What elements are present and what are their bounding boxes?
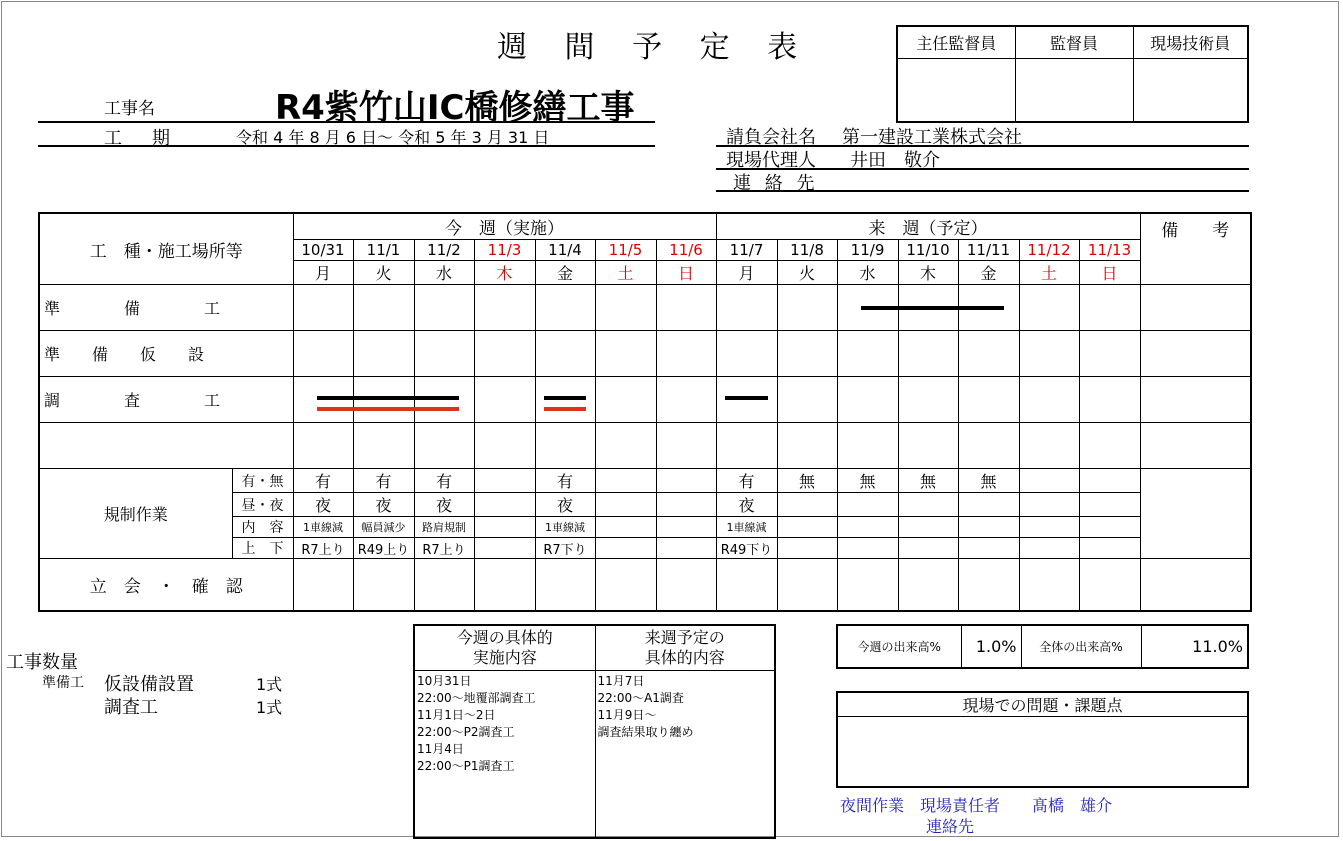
regulation-presence-cell[interactable]: 有 xyxy=(293,469,353,493)
schedule-cell[interactable] xyxy=(595,331,656,377)
quantities-title: 工事数量 xyxy=(6,652,78,673)
schedule-cell[interactable] xyxy=(595,559,656,611)
quantity-item-qty: 1式 xyxy=(256,698,283,717)
remarks-cell[interactable] xyxy=(1140,377,1251,423)
date-cell: 11/11 xyxy=(958,240,1019,261)
next-week-header: 来 週（予定） xyxy=(716,213,1140,240)
weekday-cell: 土 xyxy=(1019,261,1079,285)
date-cell: 11/8 xyxy=(777,240,837,261)
project-name-label: 工事名 xyxy=(104,99,155,119)
schedule-cell[interactable] xyxy=(1079,285,1140,331)
regulation-sub-content: 内 容 xyxy=(232,517,293,538)
next-week-details xyxy=(595,670,775,838)
schedule-cell[interactable] xyxy=(414,285,474,331)
this-week-details xyxy=(414,670,595,838)
schedule-cell[interactable] xyxy=(716,377,777,423)
schedule-cell[interactable] xyxy=(535,423,595,469)
regulation-direction-cell[interactable] xyxy=(474,538,535,559)
regulation-direction-cell[interactable]: R7上り xyxy=(293,538,353,559)
schedule-cell[interactable] xyxy=(535,377,595,423)
regulation-direction-cell[interactable]: R49上り xyxy=(353,538,414,559)
schedule-cell[interactable] xyxy=(837,423,898,469)
weekday-cell: 水 xyxy=(414,261,474,285)
regulation-presence-cell[interactable]: 有 xyxy=(353,469,414,493)
regulation-presence-cell[interactable]: 無 xyxy=(958,469,1019,493)
category-header: 工 種・施工場所等 xyxy=(39,213,293,285)
date-cell: 11/1 xyxy=(353,240,414,261)
header-line: 実施内容 xyxy=(472,647,537,667)
details-table xyxy=(413,624,776,839)
regulation-daynight-cell[interactable] xyxy=(1019,493,1079,517)
regulation-daynight-cell[interactable] xyxy=(656,493,716,517)
schedule-cell[interactable] xyxy=(1019,423,1079,469)
weekday-cell: 日 xyxy=(1079,261,1140,285)
schedule-cell[interactable] xyxy=(716,559,777,611)
date-cell: 11/3 xyxy=(474,240,535,261)
regulation-presence-cell[interactable]: 有 xyxy=(716,469,777,493)
regulation-presence-cell[interactable] xyxy=(595,469,656,493)
this-week-details-header xyxy=(414,625,595,670)
divider xyxy=(38,145,655,147)
regulation-presence-cell[interactable]: 無 xyxy=(898,469,958,493)
regulation-content-cell[interactable]: 幅員減少 xyxy=(353,517,414,538)
night-work-label: 夜間作業 現場責任者 xyxy=(840,796,1001,815)
date-cell: 11/2 xyxy=(414,240,474,261)
row-label-blank xyxy=(39,423,293,469)
schedule-cell[interactable] xyxy=(474,331,535,377)
schedule-cell[interactable] xyxy=(293,423,353,469)
detail-line: 10月31日 xyxy=(417,673,472,688)
quantity-item-name: 仮設備設置 xyxy=(104,674,194,695)
regulation-content-cell[interactable] xyxy=(837,517,898,538)
company-label: 請負会社名 xyxy=(726,127,816,148)
header-line: 具体的内容 xyxy=(644,647,725,667)
regulation-presence-cell[interactable] xyxy=(1079,469,1140,493)
schedule-cell[interactable] xyxy=(1079,377,1140,423)
schedule-cell[interactable] xyxy=(837,377,898,423)
agent-label: 現場代理人 xyxy=(726,150,816,171)
date-cell: 11/10 xyxy=(898,240,958,261)
issues-header: 現場での問題・課題点 xyxy=(837,692,1248,717)
schedule-cell[interactable] xyxy=(777,377,837,423)
schedule-cell[interactable] xyxy=(293,559,353,611)
regulation-presence-cell[interactable] xyxy=(656,469,716,493)
remarks-cell[interactable] xyxy=(1140,331,1251,377)
schedule-cell[interactable] xyxy=(958,331,1019,377)
approval-stamp-cell[interactable] xyxy=(897,58,1015,122)
approval-header-supervisor: 監督員 xyxy=(1015,26,1133,58)
weekday-cell: 水 xyxy=(837,261,898,285)
schedule-cell[interactable] xyxy=(1079,331,1140,377)
date-cell: 11/6 xyxy=(656,240,716,261)
schedule-cell[interactable] xyxy=(837,285,898,331)
regulation-direction-cell[interactable] xyxy=(777,538,837,559)
regulation-daynight-cell[interactable] xyxy=(777,493,837,517)
regulation-daynight-cell[interactable]: 夜 xyxy=(414,493,474,517)
regulation-direction-cell[interactable] xyxy=(1019,538,1079,559)
schedule-cell[interactable] xyxy=(656,377,716,423)
regulation-daynight-cell[interactable]: 夜 xyxy=(716,493,777,517)
schedule-cell[interactable] xyxy=(1019,285,1079,331)
schedule-cell[interactable] xyxy=(1019,331,1079,377)
weekday-cell: 火 xyxy=(353,261,414,285)
schedule-cell[interactable] xyxy=(656,331,716,377)
weekday-cell: 金 xyxy=(958,261,1019,285)
week-progress-value: 1.0% xyxy=(961,625,1021,668)
schedule-table xyxy=(38,212,1252,612)
schedule-cell[interactable] xyxy=(898,559,958,611)
row-label-survey: 調 査 工 xyxy=(39,377,293,423)
approval-stamp-cell[interactable] xyxy=(1133,58,1248,122)
regulation-sub-direction: 上 下 xyxy=(232,538,293,559)
date-cell: 11/5 xyxy=(595,240,656,261)
regulation-presence-cell[interactable] xyxy=(1019,469,1079,493)
schedule-cell[interactable] xyxy=(716,331,777,377)
issues-text[interactable] xyxy=(837,717,1248,788)
schedule-cell[interactable] xyxy=(898,423,958,469)
approval-table xyxy=(896,25,1249,123)
row-label-preparation: 準 備 工 xyxy=(39,285,293,331)
total-progress-label: 全体の出来高% xyxy=(1021,625,1141,668)
detail-line: 22:00～P2調査工 xyxy=(417,724,515,739)
regulation-sub-presence: 有・無 xyxy=(232,469,293,493)
schedule-cell[interactable] xyxy=(414,377,474,423)
schedule-cell[interactable] xyxy=(1079,559,1140,611)
witness-label: 立 会 ・ 確 認 xyxy=(39,559,293,611)
divider xyxy=(38,121,655,123)
regulation-direction-cell[interactable] xyxy=(837,538,898,559)
schedule-cell[interactable] xyxy=(656,285,716,331)
date-cell: 11/9 xyxy=(837,240,898,261)
schedule-cell[interactable] xyxy=(353,285,414,331)
regulation-content-cell[interactable]: 1車線減 xyxy=(293,517,353,538)
schedule-cell[interactable] xyxy=(837,559,898,611)
schedule-cell[interactable] xyxy=(595,285,656,331)
weekday-cell: 月 xyxy=(293,261,353,285)
weekday-cell: 金 xyxy=(535,261,595,285)
quantities-category: 準備工 xyxy=(42,675,84,691)
regulation-daynight-cell[interactable]: 夜 xyxy=(293,493,353,517)
date-cell: 11/13 xyxy=(1079,240,1140,261)
regulation-presence-cell[interactable] xyxy=(474,469,535,493)
regulation-direction-cell[interactable] xyxy=(1079,538,1140,559)
schedule-cell[interactable] xyxy=(474,377,535,423)
regulation-daynight-cell[interactable] xyxy=(595,493,656,517)
schedule-cell[interactable] xyxy=(595,377,656,423)
schedule-cell[interactable] xyxy=(958,423,1019,469)
weekday-cell: 木 xyxy=(474,261,535,285)
regulation-daynight-cell[interactable] xyxy=(474,493,535,517)
schedule-cell[interactable] xyxy=(353,559,414,611)
regulation-presence-cell[interactable]: 有 xyxy=(414,469,474,493)
quantity-item-qty: 1式 xyxy=(256,675,283,694)
schedule-cell[interactable] xyxy=(958,285,1019,331)
schedule-cell[interactable] xyxy=(958,377,1019,423)
regulation-content-cell[interactable] xyxy=(1079,517,1140,538)
schedule-cell[interactable] xyxy=(293,285,353,331)
detail-line: 調査結果取り纏め xyxy=(597,724,694,739)
regulation-direction-cell[interactable] xyxy=(656,538,716,559)
schedule-cell[interactable] xyxy=(474,423,535,469)
regulation-daynight-cell[interactable]: 夜 xyxy=(535,493,595,517)
regulation-content-cell[interactable]: 1車線減 xyxy=(716,517,777,538)
regulation-presence-cell[interactable]: 無 xyxy=(777,469,837,493)
schedule-cell[interactable] xyxy=(837,331,898,377)
regulation-daynight-cell[interactable] xyxy=(898,493,958,517)
schedule-cell[interactable] xyxy=(656,559,716,611)
regulation-sub-daynight: 昼・夜 xyxy=(232,493,293,517)
regulation-content-cell[interactable] xyxy=(1019,517,1079,538)
regulation-content-cell[interactable]: 路肩規制 xyxy=(414,517,474,538)
page-title: 週 間 予 定 表 xyxy=(497,30,812,65)
project-name: R4紫竹山IC橋修繕工事 xyxy=(275,88,635,128)
regulation-daynight-cell[interactable] xyxy=(837,493,898,517)
regulation-presence-cell[interactable]: 有 xyxy=(535,469,595,493)
schedule-cell[interactable] xyxy=(716,285,777,331)
regulation-direction-cell[interactable]: R7上り xyxy=(414,538,474,559)
schedule-cell[interactable] xyxy=(898,377,958,423)
detail-line: 11月7日 xyxy=(597,673,645,688)
regulation-content-cell[interactable] xyxy=(958,517,1019,538)
date-cell: 11/7 xyxy=(716,240,777,261)
divider xyxy=(716,190,1249,192)
remarks-cell[interactable] xyxy=(1140,423,1251,469)
schedule-cell[interactable] xyxy=(777,559,837,611)
schedule-cell[interactable] xyxy=(353,377,414,423)
remarks-header: 備 考 xyxy=(1140,213,1251,285)
schedule-cell[interactable] xyxy=(595,423,656,469)
night-work-contact-label: 連絡先 xyxy=(926,817,975,836)
schedule-cell[interactable] xyxy=(535,559,595,611)
progress-table xyxy=(836,624,1249,669)
quantity-item-name: 調査工 xyxy=(104,697,158,718)
remarks-cell[interactable] xyxy=(1140,559,1251,611)
row-label-temporary: 準 備 仮 設 xyxy=(39,331,293,377)
schedule-cell[interactable] xyxy=(1079,423,1140,469)
regulation-content-cell[interactable] xyxy=(777,517,837,538)
week-progress-label: 今週の出来高% xyxy=(837,625,961,668)
schedule-cell[interactable] xyxy=(777,331,837,377)
contact-label: 連 絡 先 xyxy=(733,173,819,194)
remarks-cell[interactable] xyxy=(1140,285,1251,331)
regulation-content-cell[interactable] xyxy=(656,517,716,538)
total-progress-value: 11.0% xyxy=(1141,625,1248,668)
detail-line: 22:00～地覆部調査工 xyxy=(417,690,536,705)
regulation-direction-cell[interactable]: R7下り xyxy=(535,538,595,559)
header-line: 来週予定の xyxy=(644,627,725,647)
regulation-daynight-cell[interactable] xyxy=(1079,493,1140,517)
schedule-cell[interactable] xyxy=(535,331,595,377)
header-line: 今週の具体的 xyxy=(456,627,553,647)
weekday-cell: 土 xyxy=(595,261,656,285)
regulation-content-cell[interactable]: 1車線減 xyxy=(535,517,595,538)
schedule-cell[interactable] xyxy=(958,559,1019,611)
schedule-cell[interactable] xyxy=(1019,559,1079,611)
schedule-cell[interactable] xyxy=(656,423,716,469)
weekday-cell: 月 xyxy=(716,261,777,285)
schedule-cell[interactable] xyxy=(414,423,474,469)
weekday-cell: 木 xyxy=(898,261,958,285)
schedule-cell[interactable] xyxy=(474,285,535,331)
schedule-cell[interactable] xyxy=(777,423,837,469)
detail-line: 11月1日～2日 xyxy=(417,707,496,722)
regulation-presence-cell[interactable]: 無 xyxy=(837,469,898,493)
regulation-direction-cell[interactable] xyxy=(958,538,1019,559)
regulation-direction-cell[interactable] xyxy=(898,538,958,559)
regulation-label: 規制作業 xyxy=(39,469,232,559)
approval-header-engineer: 現場技術員 xyxy=(1133,26,1248,58)
regulation-content-cell[interactable] xyxy=(595,517,656,538)
date-cell: 11/4 xyxy=(535,240,595,261)
regulation-daynight-cell[interactable]: 夜 xyxy=(353,493,414,517)
weekday-cell: 火 xyxy=(777,261,837,285)
detail-line: 11月9日～ xyxy=(597,707,657,722)
schedule-cell[interactable] xyxy=(353,423,414,469)
schedule-cell[interactable] xyxy=(898,285,958,331)
detail-line: 22:00～A1調査 xyxy=(597,690,684,705)
detail-line: 22:00～P1調査工 xyxy=(417,758,515,773)
approval-stamp-cell[interactable] xyxy=(1015,58,1133,122)
approval-header-chief: 主任監督員 xyxy=(897,26,1015,58)
regulation-direction-cell[interactable]: R49下り xyxy=(716,538,777,559)
schedule-cell[interactable] xyxy=(293,331,353,377)
schedule-cell[interactable] xyxy=(1019,377,1079,423)
regulation-content-cell[interactable] xyxy=(898,517,958,538)
schedule-cell[interactable] xyxy=(414,331,474,377)
schedule-cell[interactable] xyxy=(898,331,958,377)
company-name: 第一建設工業株式会社 xyxy=(842,127,1022,148)
project-period: 令和 4 年 8 月 6 日～ 令和 5 年 3 月 31 日 xyxy=(236,128,550,147)
regulation-direction-cell[interactable] xyxy=(595,538,656,559)
date-cell: 10/31 xyxy=(293,240,353,261)
weekday-cell: 日 xyxy=(656,261,716,285)
schedule-cell[interactable] xyxy=(777,285,837,331)
night-work-manager: 髙橋 雄介 xyxy=(1032,796,1113,815)
schedule-cell[interactable] xyxy=(474,559,535,611)
regulation-daynight-cell[interactable] xyxy=(958,493,1019,517)
issues-table xyxy=(836,691,1249,788)
schedule-cell[interactable] xyxy=(414,559,474,611)
date-cell: 11/12 xyxy=(1019,240,1079,261)
detail-line: 11月4日 xyxy=(417,741,464,756)
next-week-details-header xyxy=(595,625,775,670)
this-week-header: 今 週（実施） xyxy=(293,213,716,240)
schedule-cell[interactable] xyxy=(353,331,414,377)
schedule-cell[interactable] xyxy=(293,377,353,423)
period-label: 工 期 xyxy=(104,128,176,149)
agent-name: 井田 敬介 xyxy=(850,150,940,171)
remarks-cell[interactable] xyxy=(1140,469,1251,559)
schedule-cell[interactable] xyxy=(535,285,595,331)
regulation-content-cell[interactable] xyxy=(474,517,535,538)
schedule-cell[interactable] xyxy=(716,423,777,469)
